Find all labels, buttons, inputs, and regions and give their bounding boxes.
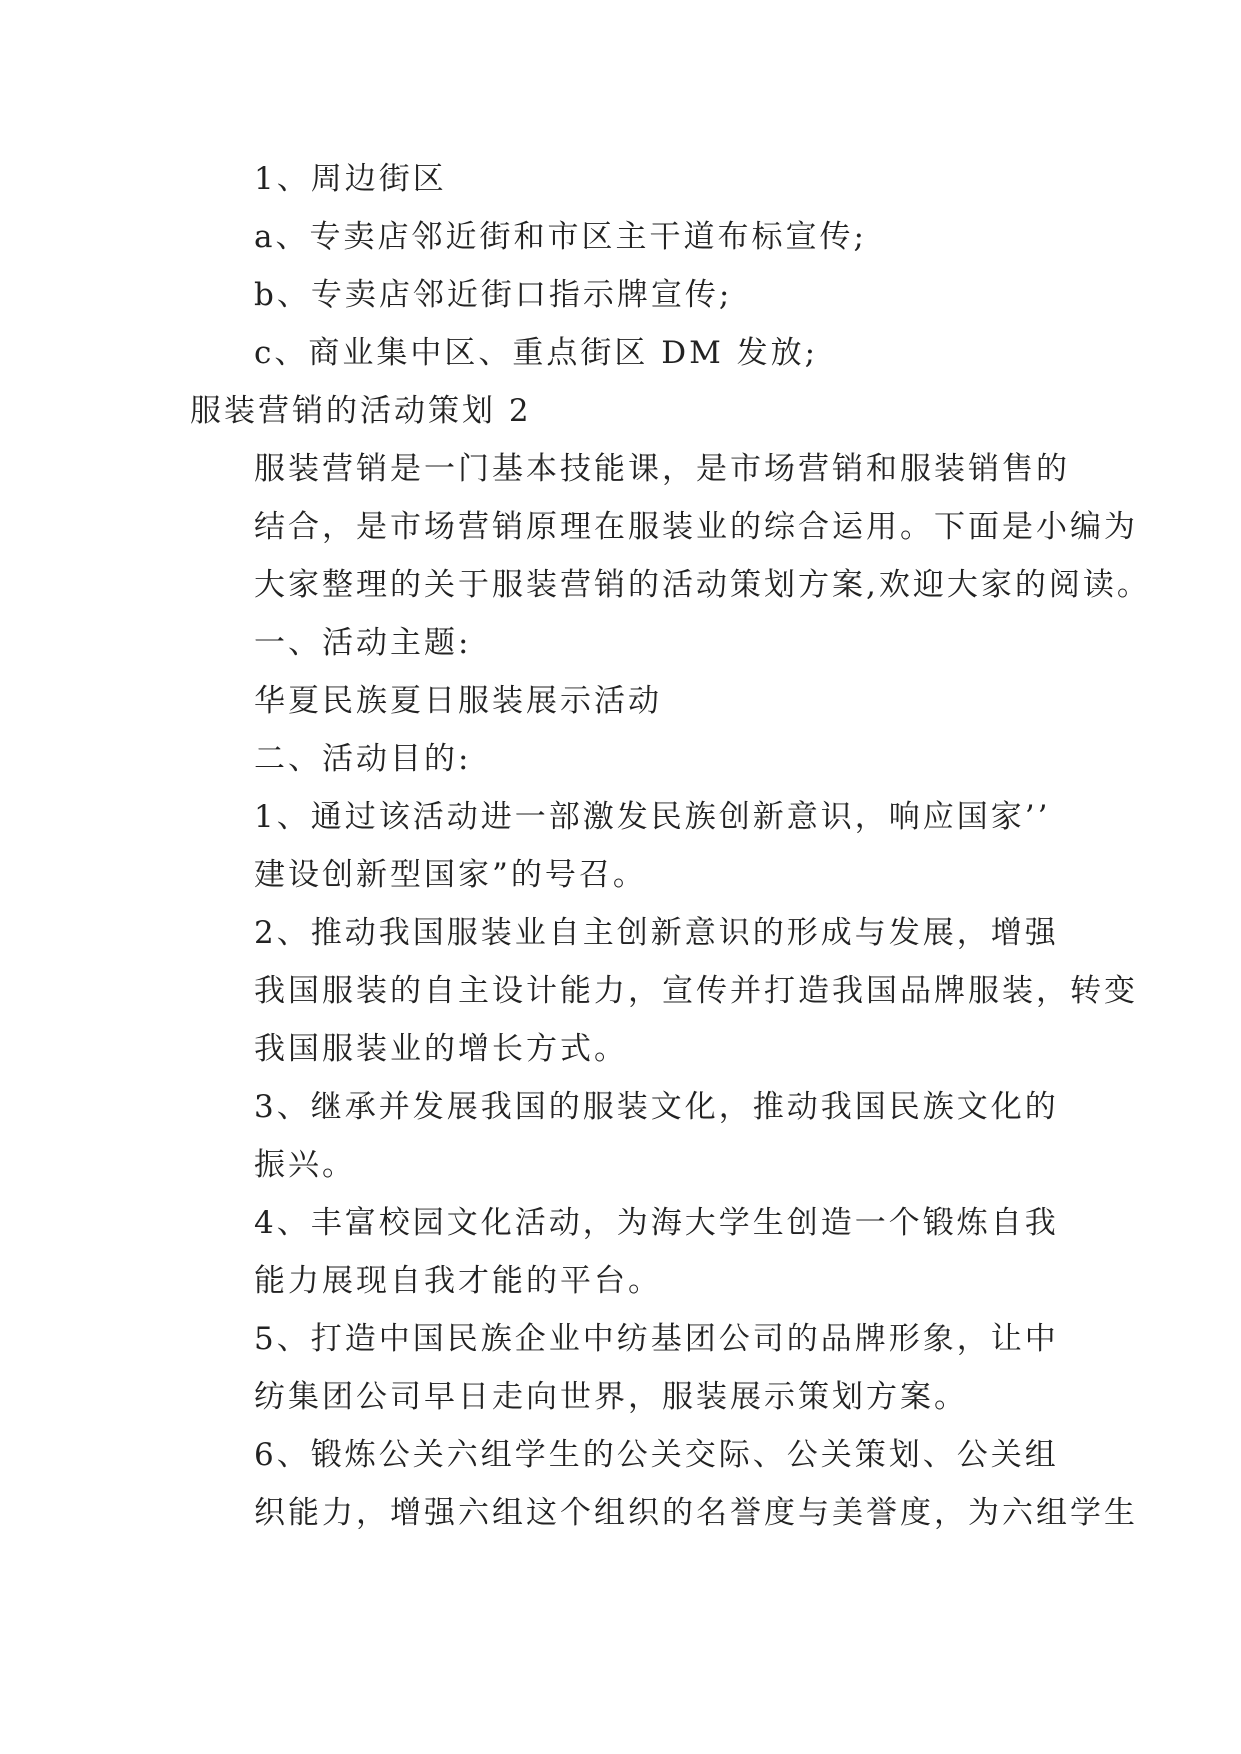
text-line: 振兴。 (254, 1147, 356, 1183)
text-line: 建设创新型国家”的号召。 (254, 857, 647, 893)
text-line: c、商业集中区、重点街区 DM 发放; (254, 335, 819, 371)
text-line: 我国服装业的增长方式。 (254, 1031, 628, 1067)
paragraph (190, 150, 1060, 208)
section-heading (190, 382, 1060, 440)
text-line: 一、活动主题: (254, 625, 472, 661)
paragraph (190, 1078, 1060, 1194)
text-line: 我国服装的自主设计能力，宣传并打造我国品牌服装，转变 (254, 973, 1138, 1009)
text-line: 纺集团公司早日走向世界，服装展示策划方案。 (254, 1379, 968, 1415)
text-line: 1、通过该活动进一部激发民族创新意识，响应国家’’ (254, 799, 1051, 835)
text-line: 6、锻炼公关六组学生的公关交际、公关策划、公关组 (254, 1437, 1059, 1473)
text-line: 大家整理的关于服装营销的活动策划方案,欢迎大家的阅读。 (254, 567, 1151, 603)
paragraph (190, 440, 1151, 614)
text-line: b、专卖店邻近街口指示牌宣传; (254, 277, 733, 313)
paragraph (190, 1310, 1060, 1426)
text-line: 能力展现自我才能的平台。 (254, 1263, 662, 1299)
text-line: a、专卖店邻近街和市区主干道布标宣传; (254, 219, 867, 255)
paragraph (190, 324, 1060, 382)
document-body (190, 150, 1151, 1542)
text-line: 2、推动我国服装业自主创新意识的形成与发展，增强 (254, 915, 1059, 951)
text-line: 3、继承并发展我国的服装文化，推动我国民族文化的 (254, 1089, 1059, 1125)
paragraph (190, 266, 1060, 324)
paragraph (190, 904, 1138, 1078)
paragraph (190, 208, 1060, 266)
text-line: 1、周边街区 (254, 161, 447, 197)
paragraph (190, 614, 1060, 672)
text-line: 服装营销的活动策划 2 (190, 393, 532, 429)
paragraph (190, 1426, 1138, 1542)
paragraph (190, 672, 1060, 730)
text-line: 服装营销是一门基本技能课，是市场营销和服装销售的 (254, 451, 1070, 487)
text-line: 5、打造中国民族企业中纺基团公司的品牌形象，让中 (254, 1321, 1059, 1357)
text-line: 结合，是市场营销原理在服装业的综合运用。下面是小编为 (254, 509, 1138, 545)
text-line: 织能力，增强六组这个组织的名誉度与美誉度，为六组学生 (254, 1495, 1138, 1531)
text-line: 4、丰富校园文化活动，为海大学生创造一个锻炼自我 (254, 1205, 1059, 1241)
paragraph (190, 1194, 1060, 1310)
paragraph (190, 730, 1060, 788)
text-line: 华夏民族夏日服装展示活动 (254, 683, 662, 719)
text-line: 二、活动目的: (254, 741, 472, 777)
paragraph (190, 788, 1060, 904)
